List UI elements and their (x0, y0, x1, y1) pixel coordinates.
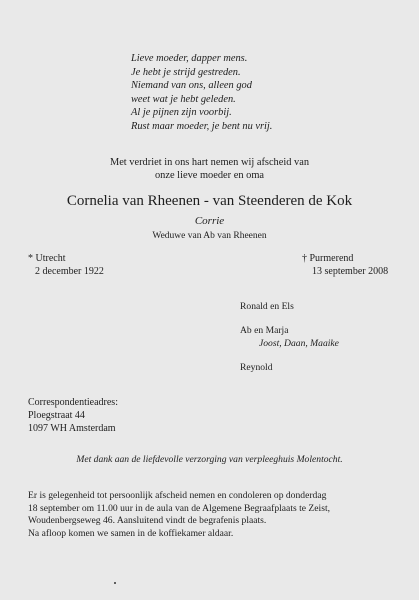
poem-line: Niemand van ons, alleen god (131, 80, 252, 92)
decorative-dot (114, 582, 116, 584)
death-date: 13 september 2008 (312, 266, 389, 277)
address-label: Correspondentieadres: (28, 397, 118, 408)
intro-line: Met verdriet in ons hart nemen wij afscheid van (109, 157, 310, 168)
death-place: † Purmerend (302, 253, 354, 264)
thanks-text: Met dank aan de liefdevolle verzorging van verpleeghuis Molentocht. (76, 454, 343, 465)
poem (131, 52, 272, 134)
deceased-name: Cornelia van Rheenen - van Steenderen de Kok (66, 193, 353, 209)
birth-date: 2 december 1922 (35, 266, 104, 277)
address-street: Ploegstraat 44 (28, 410, 85, 421)
info-line: Na afloop komen we samen in de koffiekamer aldaar. (28, 527, 234, 539)
family-member: Ronald en Els (240, 301, 294, 312)
info-line: 18 september om 11.00 uur in de aula van de Algemene Begraafplaats te Zeist, (28, 502, 331, 514)
info-line: Er is gelegenheid tot persoonlijk afscheid nemen en condoleren op donderdag (28, 490, 327, 501)
poem-line: Je hebt je strijd gestreden. (131, 66, 241, 78)
info-line: Woudenbergseweg 46. Aansluitend vindt de begrafenis plaats. (28, 515, 267, 527)
intro-text (0, 156, 419, 182)
deceased-nickname: Corrie (194, 215, 225, 227)
grandchildren: Joost, Daan, Maaike (259, 338, 339, 349)
poem-line: Al je pijnen zijn voorbij. (131, 107, 232, 119)
address-city: 1097 WH Amsterdam (28, 423, 116, 434)
family-member: Reynold (240, 362, 273, 373)
intro-line: onze lieve moeder en oma (154, 170, 265, 181)
birth-place: * Utrecht (28, 253, 66, 264)
family-member: Ab en Marja (240, 325, 289, 336)
poem-line: Rust maar moeder, je bent nu vrij. (131, 120, 273, 132)
widow-of: Weduwe van Ab van Rheenen (152, 231, 267, 241)
poem-line: weet wat je hebt geleden. (131, 93, 236, 105)
poem-line: Lieve moeder, dapper mens. (131, 53, 248, 64)
funeral-info (28, 490, 330, 540)
